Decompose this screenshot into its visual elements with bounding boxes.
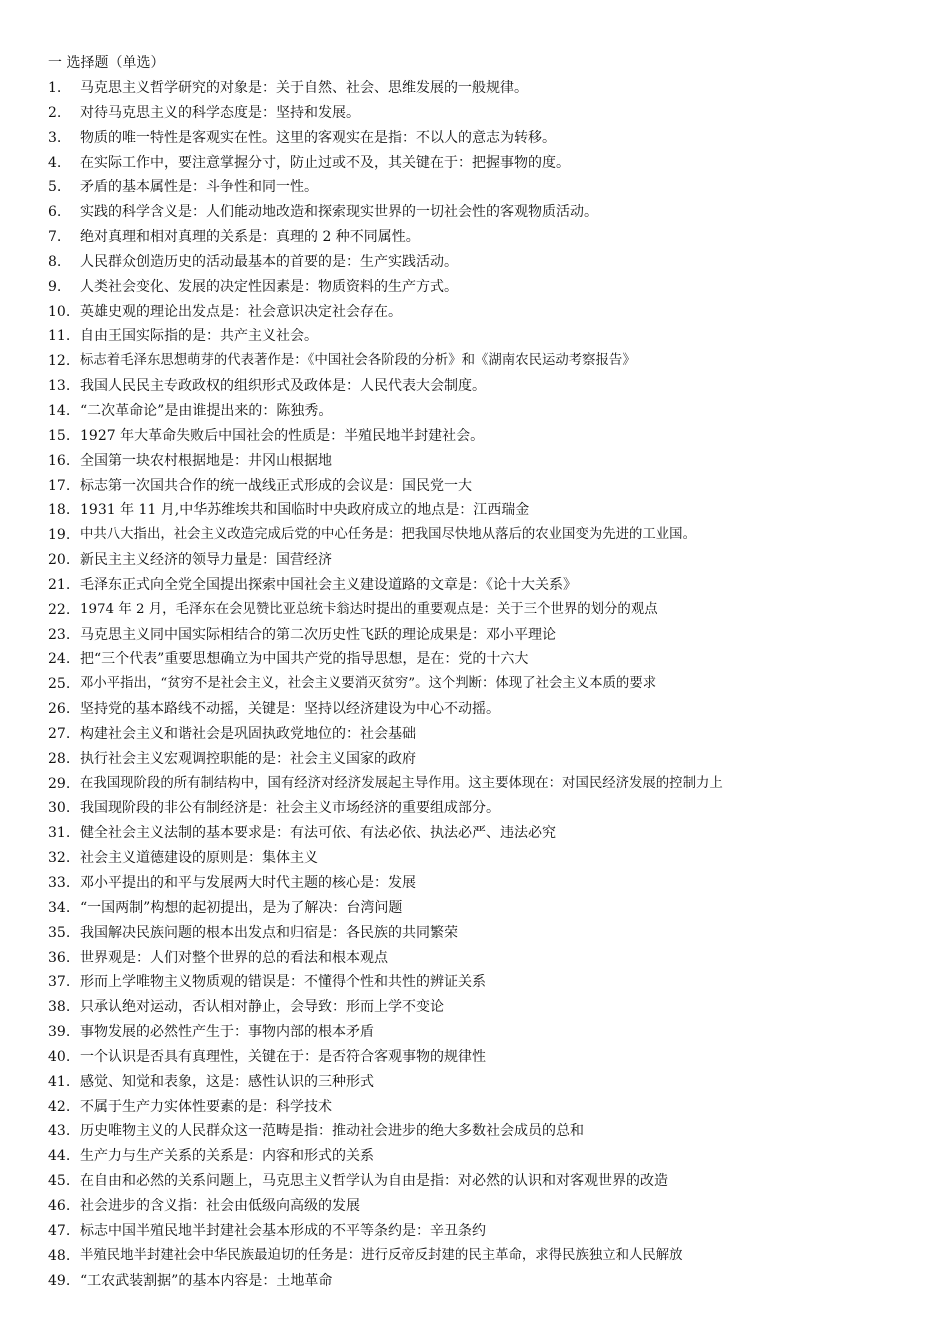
- item-number: 21.: [48, 576, 71, 593]
- list-item: [48, 1269, 928, 1294]
- item-text: 全国第一块农村根据地是：井冈山根据地: [80, 452, 332, 469]
- item-number: 28.: [48, 750, 71, 767]
- item-text: 社会主义道德建设的原则是：集体主义: [80, 850, 318, 867]
- list-item: [48, 772, 928, 797]
- item-number: 17.: [48, 477, 71, 494]
- list-item: [48, 896, 928, 921]
- item-number: 8.: [48, 253, 62, 270]
- list-item: [48, 225, 928, 250]
- item-text: 1931 年 11 月,中华苏维埃共和国临时中央政府成立的地点是：江西瑞金: [80, 502, 530, 519]
- item-text: 我国现阶段的非公有制经济是：社会主义市场经济的重要组成部分。: [80, 800, 500, 817]
- list-item: [48, 374, 928, 399]
- item-text: 坚持党的基本路线不动摇，关键是：坚持以经济建设为中心不动摇。: [80, 701, 500, 718]
- list-item: [48, 995, 928, 1020]
- item-text: 邓小平提出的和平与发展两大时代主题的核心是：发展: [80, 875, 416, 891]
- item-text: 物质的唯一特性是客观实在性。这里的客观实在是指：不以人的意志为转移。: [80, 129, 556, 146]
- item-text: 执行社会主义宏观调控职能的是：社会主义国家的政府: [80, 750, 416, 767]
- item-number: 4.: [48, 154, 62, 171]
- list-item: [48, 573, 928, 598]
- item-number: 7.: [48, 229, 62, 246]
- item-number: 6.: [48, 204, 62, 221]
- item-text: 新民主主义经济的领导力量是：国营经济: [80, 552, 332, 569]
- list-item: [48, 846, 928, 871]
- list-item: [48, 821, 928, 846]
- list-item: [48, 871, 928, 896]
- question-list: [48, 76, 928, 1293]
- list-item: [48, 1244, 928, 1269]
- item-number: 9.: [48, 278, 62, 295]
- item-text: 生产力与生产关系的关系是：内容和形式的关系: [80, 1148, 374, 1165]
- item-number: 49.: [48, 1272, 71, 1289]
- item-number: 18.: [48, 502, 71, 519]
- list-item: [48, 200, 928, 225]
- item-text: “二次革命论”是由谁提出来的：陈独秀。: [80, 402, 333, 419]
- list-item: [48, 1095, 928, 1120]
- item-text: “工农武装割据”的基本内容是：土地革命: [80, 1272, 333, 1289]
- list-item: [48, 1194, 928, 1219]
- item-text: 在实际工作中，要注意掌握分寸，防止过或不及，其关键在于：把握事物的度。: [80, 154, 570, 171]
- list-item: [48, 101, 928, 126]
- item-text: 一个认识是否具有真理性，关键在于：是否符合客观事物的规律性: [80, 1048, 486, 1065]
- item-text: 实践的科学含义是：人们能动地改造和探索现实世界的一切社会性的客观物质活动。: [80, 204, 598, 221]
- list-item: [48, 1144, 928, 1169]
- item-text: 构建社会主义和谐社会是巩固执政党地位的：社会基础: [80, 725, 416, 742]
- item-text: 把“三个代表”重要思想确立为中国共产党的指导思想，是在：党的十六大: [80, 651, 529, 668]
- item-number: 37.: [48, 974, 71, 991]
- item-number: 36.: [48, 949, 71, 966]
- list-item: [48, 921, 928, 946]
- item-number: 44.: [48, 1148, 71, 1165]
- list-item: [48, 151, 928, 176]
- list-item: [48, 424, 928, 449]
- item-text: 半殖民地半封建社会中华民族最迫切的任务是：进行反帝反封建的民主革命，求得民族独立和人民解放: [80, 1247, 683, 1263]
- item-text: 我国解决民族问题的根本出发点和归宿是：各民族的共同繁荣: [80, 924, 458, 941]
- item-text: 马克思主义哲学研究的对象是：关于自然、社会、思维发展的一般规律。: [80, 80, 528, 96]
- item-text: 在自由和必然的关系问题上，马克思主义哲学认为自由是指：对必然的认识和对客观世界的改造: [80, 1173, 668, 1190]
- item-number: 27.: [48, 725, 71, 742]
- item-number: 29.: [48, 775, 71, 792]
- item-number: 47.: [48, 1222, 71, 1239]
- list-item: [48, 175, 928, 200]
- item-text: 对待马克思主义的科学态度是：坚持和发展。: [80, 104, 360, 121]
- item-number: 13.: [48, 378, 71, 395]
- list-item: [48, 722, 928, 747]
- list-item: [48, 548, 928, 573]
- list-item: [48, 647, 928, 672]
- list-item: [48, 946, 928, 971]
- list-item: [48, 970, 928, 995]
- item-text: 只承认绝对运动，否认相对静止，会导致：形而上学不变论: [80, 999, 444, 1016]
- list-item: [48, 1169, 928, 1194]
- item-number: 2.: [48, 104, 62, 121]
- list-item: [48, 1119, 928, 1144]
- item-text: 历史唯物主义的人民群众这一范畴是指：推动社会进步的绝大多数社会成员的总和: [80, 1123, 584, 1140]
- list-item: [48, 1219, 928, 1244]
- item-number: 25.: [48, 676, 71, 693]
- item-number: 31.: [48, 825, 71, 842]
- item-text: 社会进步的含义指：社会由低级向高级的发展: [80, 1197, 360, 1214]
- item-text: 人民群众创造历史的活动最基本的首要的是：生产实践活动。: [80, 253, 458, 270]
- list-item: [48, 747, 928, 772]
- item-text: 世界观是：人们对整个世界的总的看法和根本观点: [80, 949, 388, 966]
- item-text: 健全社会主义法制的基本要求是：有法可依、有法必依、执法必严、违法必究: [80, 825, 556, 842]
- item-number: 14.: [48, 402, 71, 419]
- item-text: 马克思主义同中国实际相结合的第二次历史性飞跃的理论成果是：邓小平理论: [80, 626, 556, 643]
- list-item: [48, 796, 928, 821]
- item-text: 感觉、知觉和表象，这是：感性认识的三种形式: [80, 1073, 374, 1090]
- item-text: 中共八大指出，社会主义改造完成后党的中心任务是：把我国尽快地从落后的农业国变为先进的工业国。: [80, 527, 696, 543]
- item-number: 24.: [48, 651, 71, 668]
- item-text: 标志中国半殖民地半封建社会基本形成的不平等条约是：辛丑条约: [80, 1222, 486, 1239]
- item-text: 绝对真理和相对真理的关系是：真理的 2 种不同属性。: [80, 229, 420, 246]
- item-number: 45.: [48, 1173, 71, 1190]
- item-number: 16.: [48, 452, 71, 469]
- item-number: 5.: [48, 179, 62, 196]
- item-text: 人类社会变化、发展的决定性因素是：物质资料的生产方式。: [80, 278, 458, 295]
- item-text: 形而上学唯物主义物质观的错误是：不懂得个性和共性的辨证关系: [80, 974, 486, 991]
- list-item: [48, 1070, 928, 1095]
- item-text: 我国人民民主专政政权的组织形式及政体是：人民代表大会制度。: [80, 378, 486, 395]
- item-number: 38.: [48, 999, 71, 1016]
- item-number: 23.: [48, 626, 71, 643]
- item-text: 标志第一次国共合作的统一战线正式形成的会议是：国民党一大: [80, 477, 472, 494]
- list-item: [48, 399, 928, 424]
- item-text: “一国两制”构想的起初提出，是为了解决：台湾问题: [80, 899, 403, 916]
- list-item: [48, 126, 928, 151]
- item-text: 邓小平指出，“贫穷不是社会主义，社会主义要消灭贫穷”。这个判断：体现了社会主义本质的要求: [80, 676, 657, 692]
- item-number: 3.: [48, 129, 62, 146]
- list-item: [48, 1020, 928, 1045]
- list-item: [48, 672, 928, 697]
- item-number: 42.: [48, 1098, 71, 1115]
- item-text: 自由王国实际指的是：共产主义社会。: [80, 328, 318, 345]
- item-number: 11.: [48, 328, 71, 345]
- item-text: 不属于生产力实体性要素的是：科学技术: [80, 1098, 332, 1115]
- item-number: 26.: [48, 701, 71, 718]
- item-number: 1.: [48, 80, 62, 96]
- item-number: 34.: [48, 899, 71, 916]
- list-item: [48, 697, 928, 722]
- item-number: 10.: [48, 303, 71, 320]
- list-item: [48, 275, 928, 300]
- item-number: 30.: [48, 800, 71, 817]
- list-item: [48, 598, 928, 623]
- item-number: 35.: [48, 924, 71, 941]
- item-text: 毛泽东正式向全党全国提出探索中国社会主义建设道路的文章是：《论十大关系》: [80, 576, 577, 593]
- item-number: 41.: [48, 1073, 71, 1090]
- list-item: [48, 349, 928, 374]
- document-page: [48, 51, 928, 1293]
- item-text: 1927 年大革命失败后中国社会的性质是：半殖民地半封建社会。: [80, 427, 485, 444]
- list-item: [48, 474, 928, 499]
- item-text: 1974 年 2 月，毛泽东在会见赞比亚总统卡翁达时提出的重要观点是：关于三个世界的划分的观点: [80, 601, 658, 617]
- list-item: [48, 300, 928, 325]
- item-number: 22.: [48, 601, 71, 618]
- list-item: [48, 523, 928, 548]
- item-number: 19.: [48, 527, 71, 544]
- section-title: 一 选择题（单选）: [48, 55, 165, 71]
- item-number: 39.: [48, 1024, 71, 1041]
- item-number: 46.: [48, 1197, 71, 1214]
- item-text: 在我国现阶段的所有制结构中，国有经济对经济发展起主导作用。这主要体现在：对国民经济发展的控制力上: [80, 775, 723, 791]
- item-number: 43.: [48, 1123, 71, 1140]
- item-number: 40.: [48, 1048, 71, 1065]
- list-item: [48, 76, 928, 101]
- item-number: 48.: [48, 1247, 71, 1264]
- list-item: [48, 623, 928, 648]
- list-item: [48, 324, 928, 349]
- item-number: 32.: [48, 850, 71, 867]
- list-item: [48, 449, 928, 474]
- item-text: 矛盾的基本属性是：斗争性和同一性。: [80, 179, 318, 196]
- list-item: [48, 1045, 928, 1070]
- list-item: [48, 498, 928, 523]
- item-number: 20.: [48, 552, 71, 569]
- item-number: 15.: [48, 427, 71, 444]
- item-number: 33.: [48, 875, 71, 891]
- item-text: 英雄史观的理论出发点是：社会意识决定社会存在。: [80, 303, 402, 320]
- item-number: 12.: [48, 353, 71, 370]
- item-text: 标志着毛泽东思想萌芽的代表著作是：《中国社会各阶段的分析》和《湖南农民运动考察报告》: [80, 353, 636, 369]
- item-text: 事物发展的必然性产生于：事物内部的根本矛盾: [80, 1024, 374, 1041]
- list-item: [48, 250, 928, 275]
